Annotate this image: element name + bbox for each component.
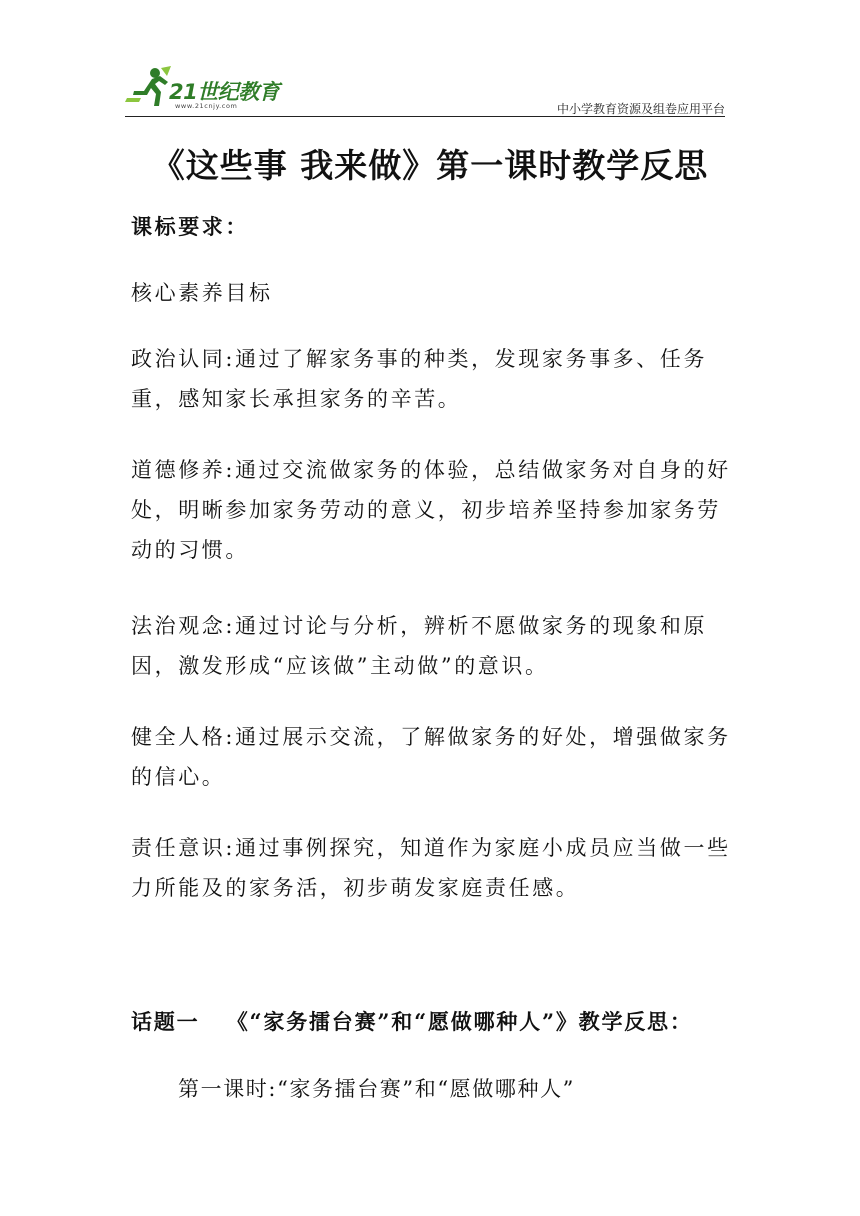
runner-logo-icon — [125, 64, 173, 112]
page-header — [125, 62, 725, 118]
logo-url: www.21cnjy.com — [175, 102, 238, 110]
logo-text: 21世纪教育 — [169, 80, 280, 104]
core-goals-label: 核心素养目标 — [131, 281, 273, 305]
header-tagline: 中小学教育资源及组卷应用平台 — [556, 102, 725, 116]
requirements-heading: 课标要求： — [131, 214, 249, 239]
page-title: 《这些事 我来做》第一课时教学反思 — [151, 146, 709, 185]
political-paragraph: 政治认同:通过了解家务事的种类，发现家务事多、任务重，感知家长承担家务的辛苦。 — [131, 347, 708, 411]
header-rule — [125, 116, 725, 117]
topic-heading: 话题一 《“家务擂台赛”和“愿做哪种人”》教学反思： — [131, 1009, 693, 1034]
moral-paragraph: 道德修养:通过交流做家务的体验，总结做家务对自身的好处，明晰参加家务劳动的意义，初步培养坚持参加家务劳动的习惯。 — [131, 458, 731, 562]
logo — [125, 64, 295, 112]
law-paragraph: 法治观念:通过讨论与分析，辨析不愿做家务的现象和原因，激发形成“应该做”主动做”的意识。 — [131, 614, 708, 678]
lesson-line: 第一课时:“家务擂台赛”和“愿做哪种人” — [178, 1077, 576, 1101]
personality-paragraph: 健全人格:通过展示交流，了解做家务的好处，增强做家务的信心。 — [131, 725, 731, 789]
responsibility-paragraph: 责任意识:通过事例探究，知道作为家庭小成员应当做一些力所能及的家务活，初步萌发家庭责任感。 — [131, 836, 731, 900]
